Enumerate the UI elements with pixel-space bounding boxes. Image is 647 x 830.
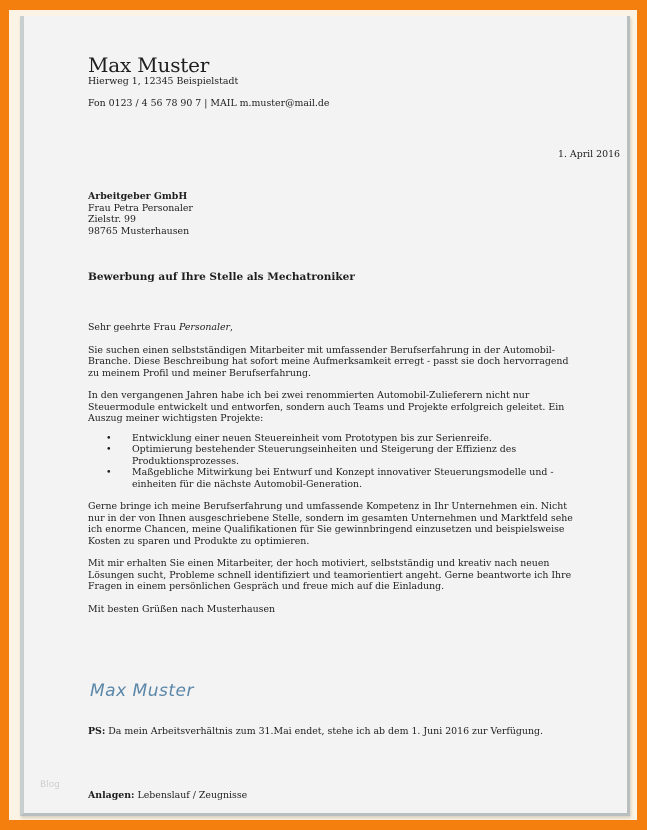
salutation-name: Personaler	[178, 322, 231, 333]
letter-body	[88, 322, 578, 626]
recipient-street: Zielstr. 99	[88, 214, 136, 225]
salutation	[88, 322, 578, 334]
recipient-city: 98765 Musterhausen	[88, 225, 190, 237]
salutation-prefix: Sehr geehrte Frau	[88, 322, 179, 333]
letter-content	[88, 53, 621, 801]
paragraph-intro: Sie suchen einen selbstständigen Mitarbeiter mit umfassender Berufserfahrung in der Automobil-Branche. Diese Beschreibung hat sofort meine Aufmerksamkeit erregt - passt sie doch hervorragend zu meinem Profil und meiner Berufserfahrung.	[88, 344, 569, 379]
letter-subject: Bewerbung auf Ihre Stelle als Mechatroniker	[88, 271, 355, 283]
paragraph-competence: Gerne bringe ich meine Berufserfahrung und umfassende Kompetenz in Ihr Unternehmen ein. Nicht nur in der von Ihnen ausgeschriebene Stelle, sondern im gesamten Unternehmen und Marktfeld sehe ich enorme Chancen, meine Qualifikationen für Sie gewinnbringend einzusetzen und beispielsweise Kosten zu sparen und Produkte zu optimieren.	[88, 501, 573, 547]
letter-date: 1. April 2016	[558, 149, 621, 160]
attachments	[88, 790, 247, 802]
recipient-person: Frau Petra Personaler	[88, 202, 193, 214]
salutation-suffix: ,	[230, 322, 233, 333]
sender-name: Max Muster	[88, 53, 210, 77]
attachments-text: Lebenslauf / Zeugnisse	[134, 790, 248, 801]
list-item: • Entwicklung einer neuen Steuereinheit vom Prototypen bis zur Serienreife.	[132, 433, 578, 445]
letter-page	[20, 16, 630, 816]
paragraph-motivation: Mit mir erhalten Sie einen Mitarbeiter, der hoch motiviert, selbstständig und kreativ nach neuen Lösungen sucht, Probleme schnell identifiziert und teamorientiert angeht. Gerne beantworte ich Ihre Fragen in einem persönlichen Gespräch und freue mich auf die Einladung.	[88, 558, 572, 592]
list-item: • Maßgebliche Mitwirkung bei Entwurf und Konzept innovativer Steuerungsmodelle und -einheiten für die nächste Automobil-Generation.	[132, 467, 578, 490]
sender-address: Hierweg 1, 12345 Beispielstadt	[88, 76, 239, 87]
list-item: • Optimierung bestehender Steuerungseinheiten und Steigerung der Effizienz des Produktionsprozesses.	[132, 444, 578, 467]
attachments-label: Anlagen:	[88, 790, 135, 801]
recipient-block	[88, 191, 193, 237]
ps-label: PS:	[88, 726, 106, 737]
closing: Mit besten Grüßen nach Musterhausen	[88, 603, 276, 615]
paragraph-experience: In den vergangenen Jahren habe ich bei zwei renommierten Automobil-Zulieferern nicht nur Steuermodule entwickelt und entworfen, sondern auch Teams und Projekte erfolgreich geleitet. Ein Auszug meiner wichtigsten Projekte:	[88, 390, 565, 424]
handwritten-signature: Max Muster	[90, 681, 194, 701]
projects-list	[88, 433, 578, 491]
ps-text: Da mein Arbeitsverhältnis zum 31.Mai endet, stehe ich ab dem 1. Juni 2016 zur Verfügung.	[105, 726, 543, 737]
sender-contact: Fon 0123 / 4 56 78 90 7 | MAIL m.muster@mail.de	[88, 97, 330, 109]
postscript	[88, 726, 548, 738]
watermark: Blog	[40, 780, 60, 790]
recipient-company: Arbeitgeber GmbH	[88, 191, 188, 202]
